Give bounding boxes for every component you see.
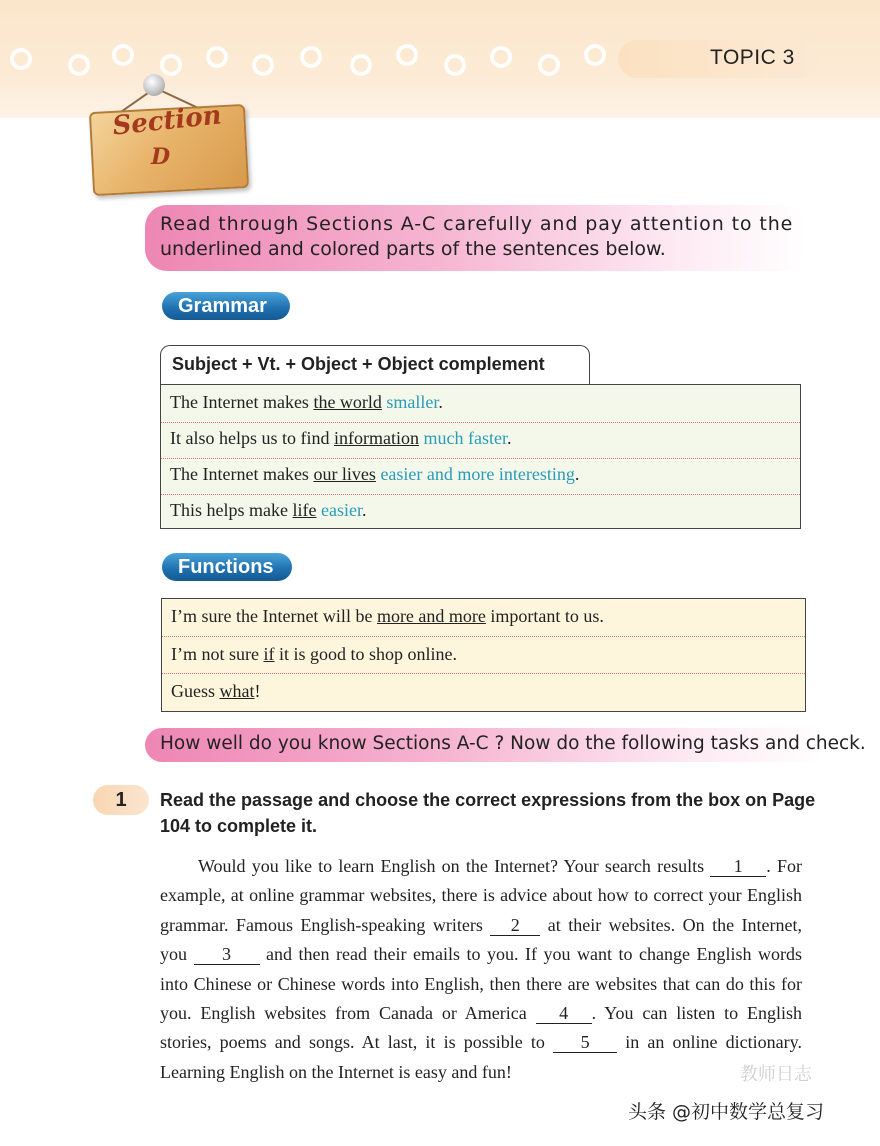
row-divider <box>161 494 800 495</box>
row-text: Guess <box>171 681 220 701</box>
functions-label: Functions <box>162 553 292 581</box>
section-sign <box>85 68 255 198</box>
row-punct: . <box>506 428 512 448</box>
underlined-text: information <box>334 428 419 448</box>
sign-section-letter: D <box>151 144 171 170</box>
row-text: The Internet makes <box>170 392 314 412</box>
ring-decoration <box>206 46 228 68</box>
ring-decoration <box>252 54 274 76</box>
ring-decoration <box>490 46 512 68</box>
row-divider <box>162 636 805 637</box>
grammar-row <box>161 428 800 449</box>
row-divider <box>162 673 805 674</box>
row-text: important to us. <box>485 606 604 626</box>
ring-decoration <box>10 48 32 70</box>
functions-row <box>162 681 805 702</box>
grammar-row <box>161 500 800 521</box>
underlined-text: more and more <box>376 606 486 626</box>
underlined-text: our lives <box>313 464 376 484</box>
functions-box <box>161 598 806 712</box>
colored-text: easier and more interesting <box>380 464 575 484</box>
nail-icon <box>143 74 165 96</box>
passage-text[interactable]: Would you like to learn English on the Internet? Your search results <box>198 856 711 876</box>
grammar-row <box>161 464 800 485</box>
passage-text: in an online dictionary. Learning English on the Internet is easy and fun! <box>160 1032 802 1082</box>
intro-line-2: underlined and colored parts of the sentences below. <box>160 238 666 260</box>
passage-text: at their websites. On the Internet, you <box>160 914 802 965</box>
blank-1[interactable]: 1 <box>710 856 766 877</box>
task-passage <box>160 852 802 1087</box>
underlined-text: if <box>263 644 275 664</box>
row-punct: . <box>438 392 443 412</box>
ring-decoration <box>396 44 418 66</box>
passage-text: . For example, at online grammar websites, there is advice about how to correct your English grammar. Famous English-speaking writers <box>160 856 802 935</box>
ring-decoration <box>112 44 134 66</box>
check-instruction: How well do you know Sections A-C ? Now do the following tasks and check. <box>160 733 866 754</box>
row-text: I’m sure the Internet will be <box>171 606 377 626</box>
row-punct: . <box>361 500 367 520</box>
intro-line-1: Read through Sections A-C carefully and pay attention to the <box>160 213 794 235</box>
row-punct: . <box>574 464 580 484</box>
topic-label: TOPIC 3 <box>710 46 795 69</box>
row-text: ! <box>254 681 261 701</box>
watermark-text: 头条 @初中数学总复习 <box>628 1101 825 1123</box>
grammar-heading: Subject + Vt. + Object + Object complement <box>160 345 590 385</box>
underlined-text: the world <box>313 392 382 412</box>
passage-text: and then read their emails to you. If you want to change English words into Chinese or Chinese words into English, then there are websites that can do this for you. English websites from Canada or America <box>160 944 803 1024</box>
row-text: This helps make <box>170 500 293 520</box>
blank-3[interactable]: 3 <box>194 944 260 965</box>
functions-row <box>162 644 805 665</box>
sign-section-word: Section <box>111 100 223 142</box>
ring-decoration <box>444 54 466 76</box>
row-divider <box>161 422 800 423</box>
blank-4[interactable]: 4 <box>536 1003 592 1024</box>
row-text: it is good to shop online. <box>274 644 457 664</box>
colored-text: easier <box>320 500 362 520</box>
underlined-text: life <box>292 500 317 520</box>
task-number-badge: 1 <box>93 785 149 815</box>
colored-text: much faster <box>423 428 507 448</box>
grammar-row <box>161 392 800 413</box>
grammar-box <box>160 384 801 529</box>
ring-decoration <box>538 54 560 76</box>
passage-text: . You can listen to English stories, poems and songs. At last, it is possible to <box>160 1003 803 1053</box>
blank-5[interactable]: 5 <box>553 1032 617 1053</box>
ring-decoration <box>300 46 322 68</box>
row-text: It also helps us to find <box>170 428 334 448</box>
blank-2[interactable]: 2 <box>490 915 540 936</box>
task-title: Read the passage and choose the correct expressions from the box on Page 104 to complete it. <box>160 790 816 836</box>
ring-decoration <box>350 54 372 76</box>
ring-decoration <box>584 44 606 66</box>
colored-text: smaller <box>386 392 439 412</box>
row-divider <box>161 458 800 459</box>
functions-row <box>162 606 805 627</box>
underlined-text: what <box>219 681 255 701</box>
row-text: The Internet makes <box>170 464 314 484</box>
faint-watermark: 教师日志 <box>740 1064 812 1085</box>
row-text: I’m not sure <box>171 644 264 664</box>
grammar-label: Grammar <box>162 292 290 320</box>
